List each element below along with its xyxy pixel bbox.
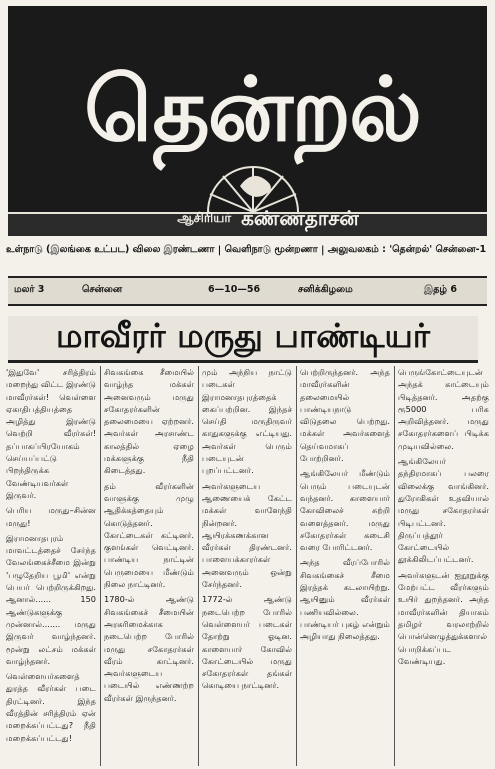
column-divider <box>100 366 101 766</box>
paragraph: அந்த வீரப்போரில் சிவகங்கைச் சீமை இரத்தக் கடலாயிற்று. ஆயினும் வீரர்கள் பணியவில்லை. பாண்டியர் புகழ் என்றும் அழியாது நிலைத்தது. <box>300 557 390 642</box>
paragraph: பெருங்கோட்டையுடன் அந்தக் காட்டையும் பிடித்தனர். அதற்கு ரூ5000 பரிசு அறிவித்தனர். மருது சகோதரர்களைப் பிடிக்க முடியவில்லை. <box>398 367 489 451</box>
info-separator: | <box>317 244 328 256</box>
paragraph: அவர்களுடைய ஆணையைக் கேட்ட மக்கள் வாளேந்தி நின்றனர். ஆயிரக்கணக்கான வீரர்கள் திரண்டனர். பாளையக்காரர்கள் அனைவரும் ஒன்று சேர்ந்தனர். <box>202 480 292 590</box>
article-body <box>6 366 489 766</box>
paragraph: அவர்களுடன் ஐநூறுக்கு மேற்பட்ட வீரர்களும் உயிர் துறந்தனர். அந்த மாவீரர்களின் தியாகம் தமிழர் வரலாற்றில் பொன்னெழுத்துக்களால் பொறிக்கப்பட வேண்டியது. <box>398 569 489 666</box>
office-address: அலுவலகம் : 'தென்றல்' சென்னை-1 <box>327 244 487 255</box>
article-headline: மாவீரர் மருது பாண்டியர் <box>8 316 478 363</box>
column-divider <box>394 366 395 766</box>
paragraph: பெரிய மருது–சின்ன மருது! <box>6 505 96 528</box>
column-divider <box>198 366 199 766</box>
domestic-price: உள்நாடு (இலங்கை உட்பட) விலை இரண்டணா <box>6 244 215 255</box>
issue-strip <box>8 276 487 306</box>
paragraph: பெற்றிருந்தனர். அந்த மாவீரர்களின் தலைமையில் பாண்டியநாடு விடுதலை பெற்றது. மக்கள் அவர்களைத் தெய்வமாகப் போற்றினர். <box>300 367 390 464</box>
issue-number: இதழ் 6 <box>424 284 457 295</box>
paragraph: 'இதுவே' சரித்திரம் மறைந்து விட்ட இரண்டு மாவீரர்கள்! வெள்ளை ஏகாதிபத்தியத்தை அழித்து இரண்டு வெற்றி வீரர்கள்! தப்பாகப்பிரயோகம் செய்யப்பட்டு பிறந்திருக்க வேண்டியவர்கள் இருவர். <box>6 367 96 500</box>
paragraph: வெள்ளையர்களைத் துரத்த வீரர்கள் படை திரட்டினர். இந்த வீரத்தின் சரித்திரம் ஏன் மறைக்கப்பட்டது? நீதி மறைக்கப்பட்டது! <box>6 671 96 743</box>
column-divider <box>296 366 297 766</box>
paragraph: சிவகங்கை சீமையில் வாழ்ந்த மக்கள் அனைவரும் மருது சகோதரர்களின் தலைமையை ஏற்றனர். அவர்கள் அரசாண்ட காலத்தில் ஏழை மக்களுக்கு நீதி கிடைத்தது. <box>104 367 194 476</box>
article-column-3 <box>202 366 292 766</box>
article-column-5 <box>398 366 489 766</box>
paragraph: இராமனாதபுரம் மாவட்டத்தைச் சேர்ந்த வேலங்கைச்சீமை இன்று 'பழுதேறிய பூமி' என்று பெயர் பெற்றிருக்கிறது. ஆனால்...... 150 ஆண்டுகளுக்கு முன்னால்....... மருது இருவர் வாழ்ந்தனர். மூன்று லட்சம் மக்கள் வாழ்ந்தனர். <box>6 532 96 666</box>
editor-label: ஆசிரியர் <box>177 211 232 226</box>
editor-name: கண்ணதாசன் <box>241 205 359 230</box>
day-label: சனிக்கிழமை <box>298 284 353 295</box>
paragraph: ஆங்கிலேயர் தந்திரமாகப் பலரை விலைக்கு வாங்கினர். துரோகிகள் உதவியால் மருது சகோதரர்கள் பிடிபட்டனர். திருப்பத்தூர் கோட்டையில் தூக்கிலிடப்பட்டனர். <box>398 456 489 565</box>
date-label: 6—10—56 <box>208 284 261 295</box>
masthead <box>8 6 487 236</box>
paragraph: மும் அந்நிய நாட்டு படைகள் இராமனாதபுரத்தைக் கைப்பற்றின. இந்தச் செய்தி மருதிருவர் காதுகளுக்கு எட்டியது. அவர்கள் பெரும் படையுடன் புறப்பட்டனர். <box>202 367 292 476</box>
article-column-2 <box>104 366 194 766</box>
article-column-1 <box>6 366 96 766</box>
foreign-price: வெளிநாடு மூன்றணா <box>224 244 318 255</box>
article-column-4 <box>300 366 390 766</box>
volume-label: மலர் 3 <box>14 284 45 295</box>
paragraph: தம் வீரர்களின் வாளுக்கு முழு ஆதிக்கத்தையும் கொடுத்தனர். கோட்டைகள் கட்டினர். குளங்கள் வெட்டினர். பாண்டிய நாட்டின் பெருமையை மீண்டும் நிலை நாட்டினர். <box>104 480 194 590</box>
masthead-title: தென்றல் <box>83 57 421 161</box>
paragraph: ஆங்கிலேயர் மீண்டும் பெரும் படையுடன் வந்தனர். காளையார் கோவிலைச் சுற்றி வளைத்தனர். மருது சகோதரர்கள் கடைசி வரை போரிட்டனர். <box>300 468 390 553</box>
info-separator: | <box>214 244 225 256</box>
paragraph: 1780-ல் ஆண்டு சிவகங்கைச் சீமையின் அரசுரிமைக்காக நடைபெற்ற போரில் மருது சகோதரர்கள் வீரம் காட்டினர். அவர்களுடைய படையில் எண்ணற்ற வீரர்கள் இருந்தனர். <box>104 594 194 703</box>
paragraph: 1772-ல் ஆண்டு நடைபெற்ற போரில் வெள்ளையர் படைகள் தோற்று ஓடின. காளையார் கோவில் கோட்டையில் மருது சகோதரர்கள் தங்கள் கொடியை நாட்டினர். <box>202 594 292 691</box>
editor-line <box>68 206 468 232</box>
city-label: சென்னை <box>82 284 123 295</box>
price-info-line <box>6 240 489 260</box>
